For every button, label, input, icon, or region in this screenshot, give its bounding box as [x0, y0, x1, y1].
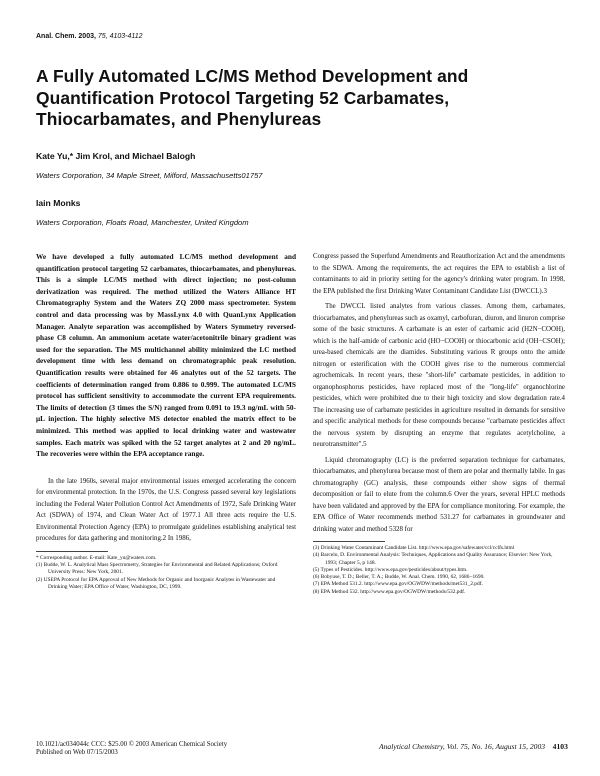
- journal-volume: 75,: [97, 33, 108, 40]
- footnote: (1) Budde, W. L. Analytical Mass Spectrometry, Strategies for Environmental and Related Applications; Oxford University Press: New York, 2001.: [36, 561, 278, 576]
- footnote-divider: [313, 541, 385, 542]
- published-line: Published on Web 07/15/2003: [36, 749, 118, 757]
- author-monks: Iain Monks: [36, 198, 81, 208]
- article-title: A Fully Automated LC/MS Method Development and Quantification Protocol Targeting 52 Carbamates, Thiocarbamates, and Phenylureas: [36, 66, 469, 129]
- abstract: We have developed a fully automated LC/MS method development and quantification protocol targeting 52 carbamates, thiocarbamates, and phenylureas. This is a simple LC/MS method with direct injection; no post-column derivatization was required. The method utilized the Waters Alliance HT Chromatography System and the Waters ZQ 2000 mass spectrometer. System control and data processing was by MassLynx 4.0 with QuanLynx Application Manager. Analyte separation was accomplished by Waters Symmetry reversed-phase C8 column. An ammonium acetate water/acetonitrile binary gradient was used for the separation. The MS multichannel ability minimized the LC method development time with less demand on chromatographic peak resolution. Quantification results were obtained for 46 analytes out of the 52 targets. The coefficients of determination ranged from 0.886 to 0.999. The automated LC/MS protocol has sufficient sensitivity to accommodate the current EPA requirements. The limits of detection (3 times the S/N) ranged from 0.091 to 19.3 ng/mL with 50-μL injection. The highly selective MS detector enabled the matrix effect to be minimized. This method was applied to local drinking water and wastewater samples. Each matrix was spiked with the 52 target analytes at 2 and 20 ng/mL. The recoveries were within the EPA acceptance range.: [36, 252, 296, 459]
- footnote: (4) Barcelo, D. Environmental Analysis: Techniques, Applications and Quality Assurance; Elsevier: New York, 1993; Chapter 5, p 148.: [313, 552, 553, 566]
- footer-right: [379, 742, 568, 751]
- journal-name: Anal. Chem.: [36, 33, 77, 40]
- intro-paragraph: In the late 1960s, several major environmental issues emerged accelerating the concern for environmental protection. In the 1970s, the U.S. Congress passed several key legislations including the Federal Water Pollution Control Act Amendments of 1972, Safe Drinking Water Act (SDWA) of 1974, and Clean Water Act of 1977.1 All three acts require the U.S. Environmental Protection Agency (EPA) to promulgate guidelines establishing analytical test procedures for data gathering and monitoring.2 In 1986,: [36, 477, 296, 543]
- footnotes-left: [36, 555, 296, 591]
- journal-citation: [36, 33, 143, 40]
- footnotes-right: [313, 545, 565, 596]
- doi-line: 10.1021/ac034044c CCC: $25.00 © 2003 American Chemical Society: [36, 741, 228, 748]
- body-paragraph: Congress passed the Superfund Amendments and Reauthorization Act and the amendments to the SDWA. Among the requirements, the act requires the EPA to establish a list of contaminants to aid in priority setting for the agency's drinking water program. In 1998, the EPA published the first Drinking Water Contaminant Candidate List (DWCCL).3: [313, 253, 565, 295]
- journal-issue-line: Analytical Chemistry, Vol. 75, No. 16, August 15, 2003: [379, 742, 546, 751]
- footnote: (6) Bobyuse, T. D.; Beller, T. A.; Budde, W. Anal. Chem. 1990, 62, 1686−1690.: [313, 574, 485, 581]
- footer-left: [36, 741, 227, 758]
- footnote: (7) EPA Method 531.2. http://www.epa.gov/OGWDW/methods/met531_2.pdf.: [313, 581, 483, 588]
- footnote: (8) EPA Method 532. http://www.epa.gov/OGWDW/methods/532.pdf.: [313, 588, 466, 595]
- affiliation-milford: Waters Corporation, 34 Maple Street, Milford, Massachusetts01757: [36, 171, 263, 180]
- body-paragraph: Liquid chromatography (LC) is the preferred separation technique for carbamates, thiocarbamates, and phenylurea because most of them are polar and thermally labile. In gas chromatography (GC) analysis, these compounds either show signs of thermal decomposition or fail to elute from the column.6 Over the years, several HPLC methods have been validated and approved by the EPA for compliance monitoring. For example, the EPA Office of Water recommends method 531.27 for carbamates in groundwater and drinking water and method 5328 for: [313, 456, 565, 533]
- author-list: Kate Yu,* Jim Krol, and Michael Balogh: [36, 151, 196, 161]
- footnote: (2) USEPA Protocol for EPA Approval of New Methods for Organic and Inorganic Analytes in Wastewater and Drinking Water; EPA Office of Water, Washington, DC, 1999.: [36, 576, 276, 590]
- right-column: [313, 251, 565, 596]
- left-column: [36, 251, 296, 591]
- footnote: (3) Drinking Water Contaminant Candidate List. http://www.epa.gov/safewater/ccl/cclfs.html: [313, 545, 515, 551]
- affiliation-manchester: Waters Corporation, Floats Road, Manchester, United Kingdom: [36, 218, 249, 227]
- journal-pages: 4103-4112: [109, 33, 143, 40]
- footnote: (5) Types of Pesticides. http://www.epa.gov/pesticides/about/types.htm.: [313, 566, 468, 573]
- footnote: * Corresponding author. E-mail: Kate_yu@waters.com.: [36, 554, 157, 561]
- footnote-divider: [36, 551, 108, 552]
- page-number: 4103: [552, 742, 568, 751]
- body-paragraph: The DWCCL listed analytes from various classes. Among them, carbamates, thiocarbamates, and phenylureas such as oxamyl, carbofuran, diuron, and linuron comprise some of the basic structures. A carbamate is an ester of carbamic acid (H2N−COOH), which is the half-amide of carbonic acid (HO−COOH) or thiocarbonic acid (OH−CSOH); urea-based chemicals are the diamides. Substituting various R groups onto the amide nitrogen or esterification with the COOH gives rise to the numerous commercial agrochemicals. In recent years, these "short-life" carbamate pesticides, in addition to organophosphorus pesticides, have replaced most of the "long-life" organochlorine pesticides, which were prohibited due to their high toxicity and slow degradation rate.4 The increasing use of carbamate pesticides in agriculture resulted in demands for sensitive and specific analytical methods for these compounds because "carbamate pesticides affect the nervous system by disrupting an enzyme that regulates acetylcholine, a neurotransmitter".5: [313, 303, 565, 448]
- journal-year: 2003,: [78, 33, 96, 40]
